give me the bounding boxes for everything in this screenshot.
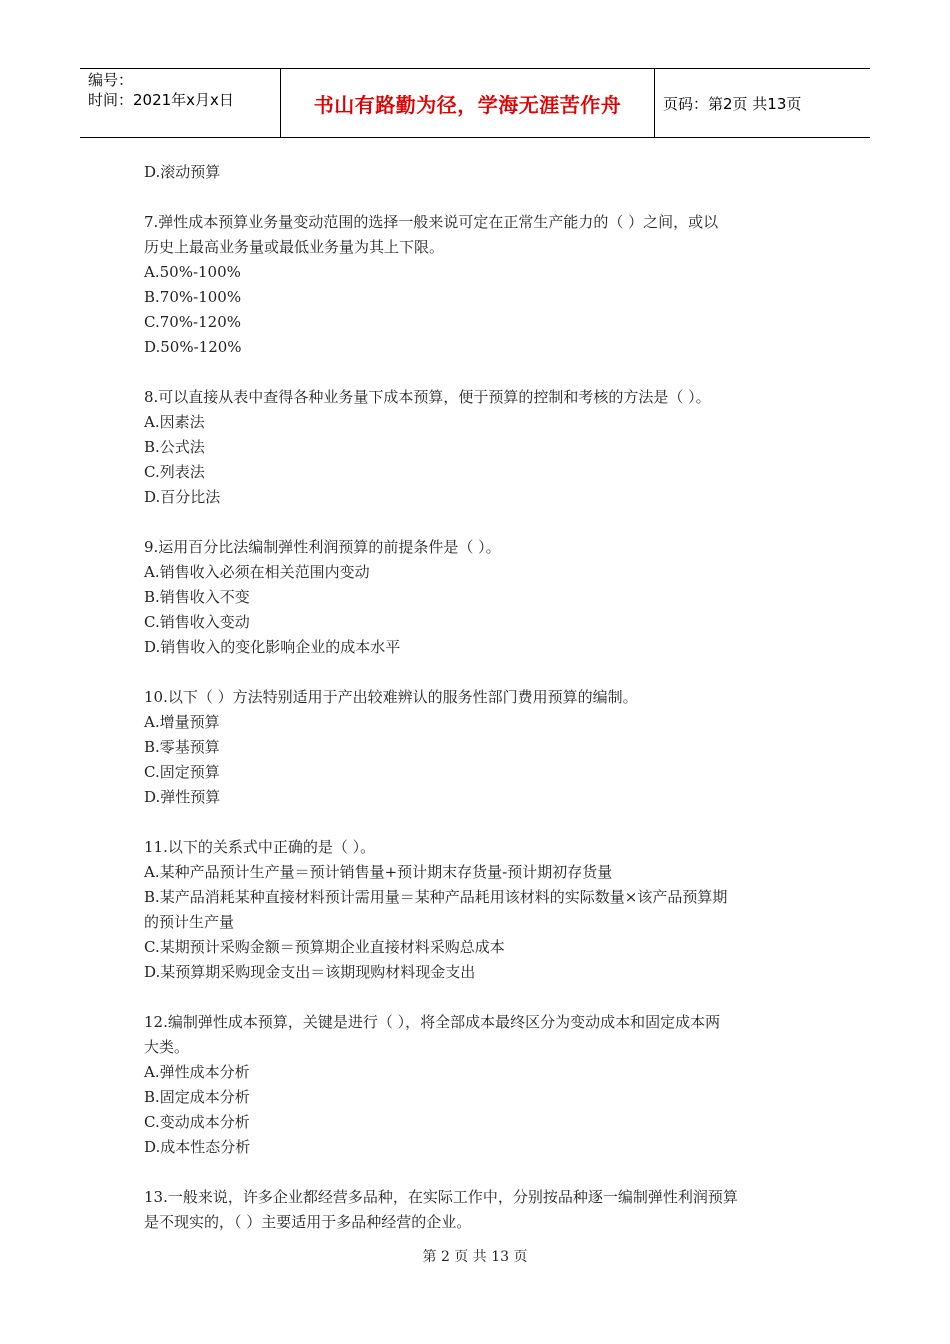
header-left-cell — [80, 69, 281, 137]
question-stem: 大类。 — [144, 1038, 190, 1056]
motto: 书山有路勤为径，学海无涯苦作舟 — [281, 69, 655, 137]
question-stem: 13.一般来说，许多企业都经营多品种，在实际工作中，分别按品种逐一编制弹性利润预算 — [144, 1188, 738, 1206]
question-stem: 10.以下（ ）方法特别适用于产出较难辨认的服务性部门费用预算的编制。 — [144, 688, 638, 706]
question-stem: 8.可以直接从表中查得各种业务量下成本预算，便于预算的控制和考核的方法是（ ）。 — [144, 388, 711, 406]
question-block — [144, 1185, 814, 1235]
question-stem: 12.编制弹性成本预算，关键是进行（ ），将全部成本最终区分为变动成本和固定成本两 — [144, 1013, 721, 1031]
option-line: C.某期预计采购金额＝预算期企业直接材料采购总成本 — [144, 938, 505, 956]
question-stem: 7.弹性成本预算业务量变动范围的选择一般来说可定在正常生产能力的（ ）之间，或以 — [144, 213, 719, 231]
option-line: B.固定成本分析 — [144, 1088, 250, 1106]
option-line: A.销售收入必须在相关范围内变动 — [144, 563, 370, 581]
question-block — [144, 210, 814, 360]
option-line: D.滚动预算 — [144, 163, 221, 181]
option-line: C.70%-120% — [144, 313, 242, 331]
question-stem: 是不现实的，（ ）主要适用于多品种经营的企业。 — [144, 1213, 472, 1231]
question-block — [144, 835, 814, 985]
option-line: B.零基预算 — [144, 738, 220, 756]
option-line: D.成本性态分析 — [144, 1138, 251, 1156]
option-line: D.弹性预算 — [144, 788, 221, 806]
question-list — [144, 160, 814, 1260]
number-label: 编号： — [88, 71, 134, 89]
option-line: D.销售收入的变化影响企业的成本水平 — [144, 638, 401, 656]
option-line: A.弹性成本分析 — [144, 1063, 250, 1081]
option-line: C.变动成本分析 — [144, 1113, 250, 1131]
page-header — [80, 68, 870, 138]
question-block — [144, 1010, 814, 1160]
time-label: 时间：2021年x月x日 — [88, 91, 234, 109]
page-footer: 第 2 页 共 13 页 — [422, 1249, 528, 1265]
option-line: A.某种产品预计生产量＝预计销售量+预计期末存货量-预计期初存货量 — [144, 863, 613, 881]
option-line: D.某预算期采购现金支出＝该期现购材料现金支出 — [144, 963, 476, 981]
question-block — [144, 685, 814, 810]
question-block — [144, 535, 814, 660]
option-line: B.70%-100% — [144, 288, 242, 306]
option-line: D.50%-120% — [144, 338, 242, 356]
option-line: D.百分比法 — [144, 488, 221, 506]
option-line: C.列表法 — [144, 463, 205, 481]
question-stem: 9.运用百分比法编制弹性利润预算的前提条件是（ ）。 — [144, 538, 501, 556]
option-line: A.50%-100% — [144, 263, 241, 281]
question-block — [144, 385, 814, 510]
option-line: B.某产品消耗某种直接材料预计需用量＝某种产品耗用该材料的实际数量×该产品预算期 — [144, 888, 728, 906]
question-block — [144, 160, 814, 185]
question-stem: 11.以下的关系式中正确的是（ ）。 — [144, 838, 376, 856]
option-line: 的预计生产量 — [144, 913, 235, 931]
option-line: B.销售收入不变 — [144, 588, 250, 606]
option-line: C.固定预算 — [144, 763, 220, 781]
option-line: A.因素法 — [144, 413, 205, 431]
page-code: 页码：第2页 共13页 — [663, 94, 802, 113]
option-line: C.销售收入变动 — [144, 613, 250, 631]
option-line: A.增量预算 — [144, 713, 220, 731]
option-line: B.公式法 — [144, 438, 205, 456]
question-stem: 历史上最高业务量或最低业务量为其上下限。 — [144, 238, 445, 256]
